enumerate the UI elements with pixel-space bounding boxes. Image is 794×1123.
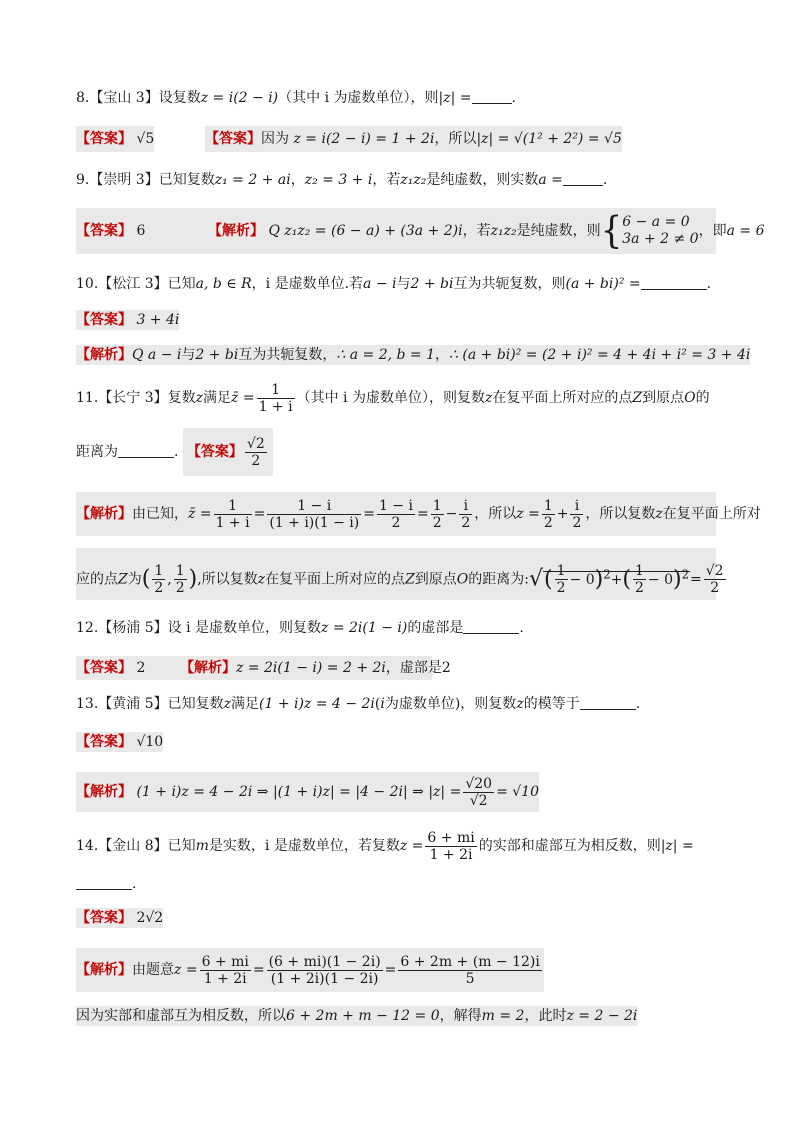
solution-text: 为 xyxy=(127,571,142,588)
stem-text: 在复平面上所对应的点 xyxy=(492,390,633,406)
math: z = 2 − 2i xyxy=(566,1008,638,1024)
question-source: 【杨浦 5】 xyxy=(98,620,168,636)
math: z₁ = 2 + ai xyxy=(214,172,291,188)
math: m = 2 xyxy=(481,1008,525,1024)
denominator: 2 xyxy=(710,580,720,597)
math: Q z₁z₂ = (6 − a) + (3a + 2)i xyxy=(268,223,463,239)
answer-blank xyxy=(580,695,636,710)
solution-text: ，虚部是 xyxy=(385,660,442,676)
numerator: 1 xyxy=(432,497,442,514)
q14-answer xyxy=(76,908,163,928)
stem-text: . xyxy=(519,620,524,636)
solution-tag: 【解析】 xyxy=(180,660,236,676)
denominator: 2 xyxy=(391,514,401,531)
numerator: 1 xyxy=(634,563,644,580)
stem-text: . xyxy=(602,172,608,188)
fraction xyxy=(459,498,472,531)
question-source: 【黄浦 5】 xyxy=(98,696,168,712)
math: a = xyxy=(538,172,563,188)
denominator: (1 + i)(1 − i) xyxy=(269,514,360,531)
math: z = 2i(1 − i) xyxy=(321,620,408,636)
question-source: 【宝山 3】 xyxy=(89,90,159,106)
q9-stem xyxy=(76,170,607,190)
math: Z xyxy=(118,571,128,588)
numerator: √2 xyxy=(705,563,724,580)
denominator: 2 xyxy=(556,580,566,597)
q14-solution-line-1: 【解析】由题意z = $\frac{6 + mi}{1 + 2i}$ = $\frac{(6 + mi)(1 - 2i)}{(1 + 2i)(1 - 2i)}$ = $\frac{6 + 2m + (m - 12)i}{5}$ xyxy=(76,948,544,992)
stem-text: 的实部和虚部互为相反数，则 xyxy=(478,838,661,854)
stem-text: . xyxy=(635,696,641,712)
q14-stem-cont xyxy=(76,874,136,894)
math: z̄ = xyxy=(188,506,212,522)
solution-text: 在复平面上所对应的点 xyxy=(265,571,406,588)
answer-tag: 【答案】 xyxy=(76,660,132,676)
fraction xyxy=(542,498,555,531)
solution-text: ，解得 xyxy=(439,1008,482,1024)
solution-value: 2 xyxy=(441,660,451,676)
numerator: i xyxy=(459,498,472,515)
denominator: 5 xyxy=(465,970,475,987)
solution-text: 互为共轭复数， xyxy=(238,347,337,363)
q12-answer xyxy=(76,658,145,678)
answer-blank xyxy=(76,875,132,890)
fraction xyxy=(200,954,251,987)
q9-solution xyxy=(208,210,764,252)
math: z xyxy=(484,390,493,406)
math: (1 + i)z = 4 − 2i ⇒ |(1 + i)z| = |4 − 2i| ⇒ |z| = xyxy=(136,784,462,800)
solution-tag: 【答案】 xyxy=(205,131,261,147)
solution-text: ，所以 xyxy=(474,506,517,522)
fraction xyxy=(267,498,361,531)
stem-text: . xyxy=(174,444,179,460)
question-source: 【金山 8】 xyxy=(98,838,168,854)
denominator: 2 xyxy=(572,514,582,531)
q12-stem xyxy=(76,618,524,638)
answer-tag: 【答案】 xyxy=(186,444,243,460)
fraction xyxy=(257,382,295,415)
fraction xyxy=(425,830,476,863)
stem-text: 已知 xyxy=(167,276,196,292)
math: − 0 xyxy=(647,571,673,588)
math: z = i(2 − i) xyxy=(200,90,279,106)
math: z xyxy=(516,696,524,712)
math: z xyxy=(223,696,232,712)
fraction xyxy=(570,498,583,531)
solution-text: ，所以复数 xyxy=(585,506,656,522)
math: |z| = xyxy=(660,838,694,854)
math: z xyxy=(195,390,204,406)
stem-text: 设 i 是虚数单位，则复数 xyxy=(167,620,322,636)
math: z̄ = xyxy=(231,390,255,406)
denominator: 2 xyxy=(251,452,261,469)
q13-answer xyxy=(76,732,163,752)
solution-tag: 【解析】 xyxy=(76,962,132,978)
fraction xyxy=(267,954,383,987)
solution-text: 到原点 xyxy=(414,571,457,588)
question-source: 【长宁 3】 xyxy=(98,390,168,406)
system-row: 6 − a = 0 xyxy=(622,214,690,230)
math: i xyxy=(380,696,385,712)
numerator: 1 − i xyxy=(267,498,361,515)
fraction xyxy=(704,563,726,596)
stem-text: . xyxy=(706,276,712,292)
stem-text: 与 xyxy=(396,276,411,292)
denominator: 2 xyxy=(543,514,553,531)
answer-tag: 【答案】 xyxy=(76,223,132,239)
system-row: 3a + 2 ≠ 0 xyxy=(622,231,699,247)
answer-blank xyxy=(463,619,519,634)
solution-text: 在复平面上所对 xyxy=(662,506,761,522)
q8-answer xyxy=(76,126,154,152)
q9-answer xyxy=(76,221,145,241)
math: a, b ∈ R xyxy=(195,276,252,292)
solution-text: ，此时 xyxy=(524,1008,567,1024)
denominator: 1 + 2i xyxy=(429,846,473,863)
solution-tag: 【解析】 xyxy=(208,223,264,239)
fraction xyxy=(377,498,415,531)
stem-text: 的 xyxy=(695,390,710,406)
numerator: √2 xyxy=(246,435,265,452)
stem-text: 满足 xyxy=(203,390,232,406)
question-number: 8. xyxy=(76,90,90,106)
answer-value: √10 xyxy=(136,734,164,750)
solution-text: ,所以复数 xyxy=(197,571,258,588)
question-number: 14. xyxy=(76,838,99,854)
solution-tag: 【解析】 xyxy=(76,347,132,363)
question-number: 10. xyxy=(76,276,99,292)
stem-text: . xyxy=(511,90,516,106)
question-source: 【松江 3】 xyxy=(98,276,168,292)
solution-text: 与 xyxy=(181,347,196,363)
q11-answer xyxy=(183,428,273,476)
math: z = i(2 − i) = 1 + 2i xyxy=(293,131,435,147)
solution-text: 由已知， xyxy=(132,506,188,522)
question-source: 【崇明 3】 xyxy=(89,172,159,188)
system-brace: { xyxy=(600,209,623,253)
math: Z xyxy=(632,390,643,406)
fraction xyxy=(633,563,646,596)
question-number: 12. xyxy=(76,620,99,636)
math: (1 + i)z = 4 − 2i xyxy=(259,696,375,712)
solution-text: ，即 xyxy=(698,223,727,239)
solution-text: 由题意 xyxy=(132,962,174,978)
math: z xyxy=(655,506,663,522)
numerator: 6 + mi xyxy=(201,953,249,970)
numerator: 1 xyxy=(556,563,566,580)
solution-tag: 【解析】 xyxy=(76,506,132,522)
distance-radicand: ( $\frac{1}{2}$ − 0)$^2$+( $\frac{1}{2}$ − 0)$^2$ xyxy=(544,563,690,597)
denominator: 2 xyxy=(154,580,164,597)
answer-blank xyxy=(563,171,603,186)
question-number: 13. xyxy=(76,696,99,712)
math: z = xyxy=(399,838,424,854)
solution-text: ， xyxy=(435,347,450,363)
denominator: 1 + i xyxy=(215,514,250,531)
q10-solution xyxy=(76,345,750,365)
answer-blank xyxy=(641,275,707,290)
q13-stem xyxy=(76,694,640,714)
denominator: 2 xyxy=(432,514,442,531)
math: |z| = √(1² + 2²) = √5 xyxy=(476,131,622,147)
stem-text: ，i 是虚数单位.若 xyxy=(251,276,364,292)
math: z = xyxy=(516,506,540,522)
solution-text: 应的点 xyxy=(76,571,118,588)
stem-text: 已知 xyxy=(167,838,196,854)
math: 2 + bi xyxy=(410,276,454,292)
math: = √10 xyxy=(496,784,539,800)
solution-text: 的距离为: xyxy=(468,571,529,588)
answer-blank xyxy=(118,443,174,458)
math: a = 6 xyxy=(726,223,765,239)
math: O xyxy=(456,571,469,588)
fraction xyxy=(174,563,187,596)
math: a − i xyxy=(363,276,397,292)
q10-stem xyxy=(76,274,711,294)
denominator: 2 xyxy=(634,580,644,597)
stem-text: 满足 xyxy=(231,696,260,712)
math: z₂ = 3 + i xyxy=(304,172,373,188)
stem-text: 为虚数单位)，则复数 xyxy=(384,696,517,712)
q8-solution xyxy=(205,126,622,152)
stem-text: ( xyxy=(374,696,381,712)
stem-text: （其中 i 为虚数单位），则复数 xyxy=(296,390,485,406)
answer-tag: 【答案】 xyxy=(76,312,132,328)
numerator: 1 − i xyxy=(378,497,413,514)
q10-answer xyxy=(76,310,179,330)
numerator: 1 xyxy=(175,563,185,580)
fraction xyxy=(214,498,252,531)
q8-stem xyxy=(76,88,516,108)
numerator: (6 + mi)(1 − 2i) xyxy=(268,953,381,970)
fraction xyxy=(431,498,444,531)
q12-solution xyxy=(180,658,451,678)
numerator: 1 xyxy=(543,497,553,514)
stem-text: 到原点 xyxy=(642,390,685,406)
solution-text: ，若 xyxy=(462,223,491,239)
q11-stem xyxy=(76,378,710,418)
math: Q a − i xyxy=(132,347,182,363)
denominator: 2 xyxy=(175,580,185,597)
math: z₁z₂ xyxy=(490,223,517,239)
math: |z| = xyxy=(438,90,472,106)
numerator: 1 xyxy=(257,382,295,399)
answer-value: 3 + 4i xyxy=(136,312,180,328)
answer-tag: 【答案】 xyxy=(76,131,132,147)
math: ∴ a = 2, b = 1 xyxy=(336,347,436,363)
fraction xyxy=(398,954,541,987)
numerator: 1 xyxy=(154,563,164,580)
math: z = 2i(1 − i) = 2 + 2i xyxy=(236,660,386,676)
stem-text: 已知复数 xyxy=(167,696,224,712)
answer-value: √5 xyxy=(136,131,155,147)
stem-text: 复数 xyxy=(167,390,196,406)
q13-solution xyxy=(76,772,539,812)
math: Z xyxy=(405,571,415,588)
answer-tag: 【答案】 xyxy=(76,910,132,926)
answer-tag: 【答案】 xyxy=(76,734,132,750)
math: 2 + bi xyxy=(195,347,239,363)
answer-value: 2√2 xyxy=(136,910,164,926)
equation-system xyxy=(622,214,698,248)
solution-text: 因为 xyxy=(261,131,289,147)
stem-text: （其中 i 为虚数单位），则 xyxy=(278,90,439,106)
denominator: 1 + 2i xyxy=(203,970,247,987)
math: z xyxy=(257,571,266,588)
stem-text: 已知复数 xyxy=(158,172,215,188)
stem-text: 设复数 xyxy=(158,90,201,106)
denominator: (1 + 2i)(1 − 2i) xyxy=(270,970,379,987)
denominator: √2 xyxy=(469,792,488,809)
math: ∴ (a + bi)² = (2 + i)² = 4 + 4i + i² = 3 + 4i xyxy=(449,347,751,363)
q11-solution-line-2: 应的点Z为( $\frac{1}{2}$ , $\frac{1}{2}$ ),所以复数z在复平面上所对应的点Z到原点O的距离为:√( $\frac{1}{2}$ − 0)$^2$+( $\frac{1}{2}$ − 0)$^2$= $\frac{√2}{2}$ xyxy=(76,563,724,597)
answer-value: 2 xyxy=(136,660,146,676)
stem-text: . xyxy=(132,876,137,892)
stem-text: ，若 xyxy=(372,172,401,188)
numerator: 6 + 2m + (m − 12)i xyxy=(400,953,540,970)
denominator: 2 xyxy=(461,514,471,531)
q14-solution-line-2 xyxy=(76,1006,637,1026)
math: z = xyxy=(174,962,198,978)
stem-text: 距离为 xyxy=(76,444,118,460)
numerator: 1 xyxy=(214,498,252,515)
fraction xyxy=(555,563,568,596)
numerator: √20 xyxy=(465,775,493,792)
question-number: 9. xyxy=(76,172,90,188)
answer-blank xyxy=(472,89,512,104)
math: 6 + 2m + m − 12 = 0 xyxy=(286,1008,440,1024)
solution-text: 因为实部和虚部互为相反数，所以 xyxy=(76,1008,286,1024)
math: m xyxy=(195,838,209,854)
solution-text: 是纯虚数，则 xyxy=(516,223,601,239)
fraction xyxy=(463,776,494,809)
solution-tag: 【解析】 xyxy=(76,784,132,800)
stem-text: 的虚部是 xyxy=(407,620,464,636)
q11-stem-cont xyxy=(76,428,273,476)
stem-text: 是纯虚数，则实数 xyxy=(426,172,539,188)
stem-text: ， xyxy=(290,172,305,188)
stem-text: 互为共轭复数，则 xyxy=(453,276,566,292)
fraction xyxy=(152,563,165,596)
math: O xyxy=(684,390,696,406)
stem-text: 的模等于 xyxy=(523,696,580,712)
math: z₁z₂ xyxy=(400,172,427,188)
q14-stem xyxy=(76,826,694,866)
fraction xyxy=(245,436,267,469)
math: − 0 xyxy=(569,571,595,588)
answer-value: 6 xyxy=(136,223,146,239)
solution-text: ，所以 xyxy=(434,131,477,147)
stem-text: 是实数，i 是虚数单位，若复数 xyxy=(208,838,400,854)
math: (a + bi)² = xyxy=(565,276,641,292)
numerator: i xyxy=(570,498,583,515)
question-number: 11. xyxy=(76,390,99,406)
numerator: 6 + mi xyxy=(427,829,475,846)
q11-solution-line-1: 【解析】由已知，z̄ = $\frac{1}{1 + i}$ = $\frac{1 - i}{(1 + i)(1 - i)}$ = $\frac{1 - i}{2}$ = $\frac{1}{2}$ − $\frac{i}{2}$ ，所以z = $\frac{1}{2}$ + $\frac{i}{2}$ ，所以复数z在复平面上所对 xyxy=(76,497,761,531)
denominator: 1 + i xyxy=(258,398,293,415)
